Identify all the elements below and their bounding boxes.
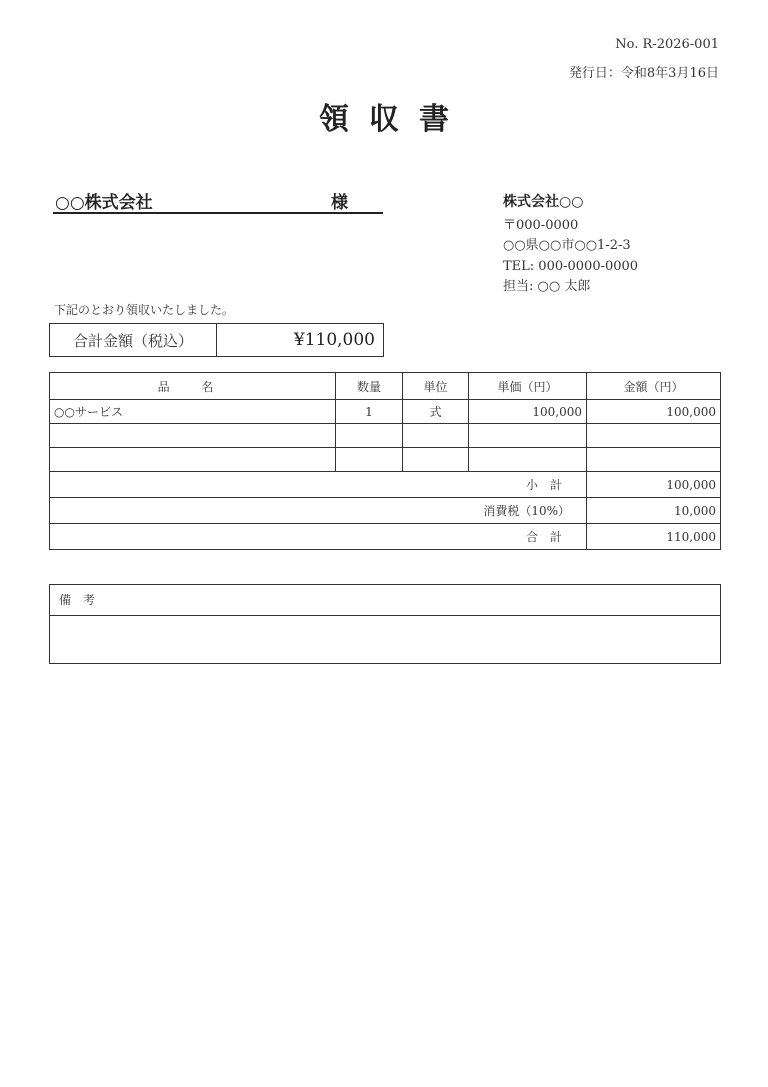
empty-cell — [587, 448, 721, 472]
item-unit: 式 — [403, 400, 469, 424]
empty-cell — [469, 448, 587, 472]
subtotal-label: 小 計 — [50, 472, 587, 498]
header-price: 単価（円） — [469, 373, 587, 400]
item-name: ○○サービス — [50, 400, 336, 424]
grand-total-row — [50, 524, 721, 550]
grand-total-label: 合 計 — [50, 524, 587, 550]
item-qty: 1 — [336, 400, 403, 424]
total-label: 合計金額（税込） — [50, 324, 217, 356]
items-table — [49, 372, 721, 550]
subtotal-value: 100,000 — [587, 472, 721, 498]
issuer-block — [503, 192, 638, 298]
empty-cell — [469, 424, 587, 448]
issuer-postal: 〒000-0000 — [503, 217, 579, 233]
empty-cell — [403, 448, 469, 472]
notes-label: 備考 — [50, 585, 720, 616]
tax-label: 消費税（10%） — [50, 498, 587, 524]
empty-cell — [587, 424, 721, 448]
issuer-tel: TEL: 000-0000-0000 — [503, 258, 639, 274]
total-value: ¥110,000 — [293, 330, 375, 350]
item-amount: 100,000 — [587, 400, 721, 424]
issue-date: 発行日：令和8年3月16日 — [568, 66, 719, 81]
total-amount-box — [49, 323, 384, 357]
issuer-address: ○○県○○市○○1-2-3 — [503, 238, 631, 253]
receipt-number: No. R-2026-001 — [615, 37, 719, 52]
table-header-row — [50, 373, 721, 400]
table-row-empty — [50, 448, 721, 472]
item-price: 100,000 — [469, 400, 587, 424]
tax-row — [50, 498, 721, 524]
table-row — [50, 400, 721, 424]
header-amount: 金額（円） — [587, 373, 721, 400]
header-unit: 単位 — [403, 373, 469, 400]
empty-cell — [50, 448, 336, 472]
issuer-contact: 担当: ○○ 太郎 — [503, 279, 591, 294]
subtotal-row — [50, 472, 721, 498]
recipient-name: ○○株式会社 — [55, 193, 153, 213]
tax-value: 10,000 — [587, 498, 721, 524]
page-title: 領収書 — [319, 102, 469, 137]
notes-box — [49, 584, 721, 664]
header-item-name — [50, 373, 336, 400]
recipient-block — [53, 188, 383, 214]
received-note: 下記のとおり領収いたしました。 — [54, 303, 235, 317]
empty-cell — [50, 424, 336, 448]
issuer-company: 株式会社○○ — [503, 194, 584, 210]
recipient-honorific: 様 — [331, 193, 348, 213]
empty-cell — [336, 448, 403, 472]
table-row-empty — [50, 424, 721, 448]
empty-cell — [403, 424, 469, 448]
header-item-name-label: 品 名 — [157, 379, 228, 394]
grand-total-value: 110,000 — [587, 524, 721, 550]
header-qty: 数量 — [336, 373, 403, 400]
empty-cell — [336, 424, 403, 448]
